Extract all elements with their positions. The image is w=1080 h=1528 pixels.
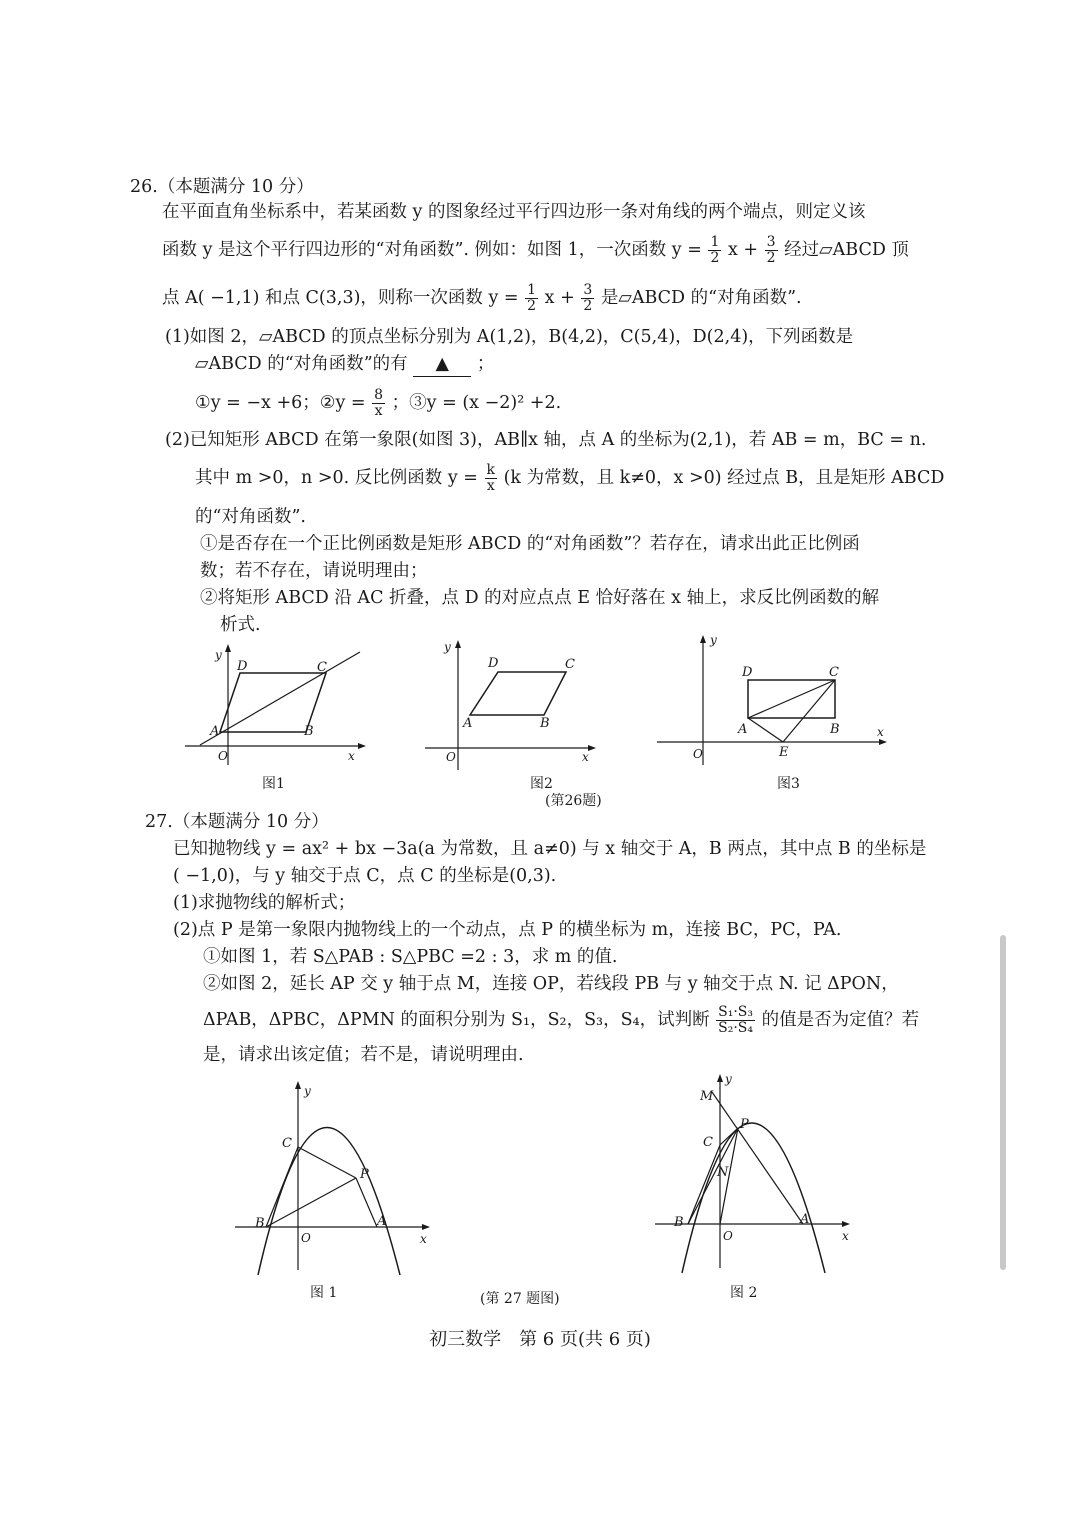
q27-part2: (2)点 P 是第一象限内抛物线上的一个动点，点 P 的横坐标为 m，连接 BC，PC，PA. (173, 920, 842, 940)
vertex-label-c: C (565, 657, 575, 672)
axis-label-x: x (842, 1229, 849, 1243)
figure-caption-3: 图3 (777, 776, 800, 792)
vertical-scrollbar[interactable] (1000, 935, 1006, 1270)
figure-caption-1: 图 1 (310, 1285, 338, 1301)
q27-part1: (1)求抛物线的解析式； (173, 893, 356, 913)
q27-figure-2 (650, 1068, 860, 1303)
axis-label-y: y (215, 648, 222, 662)
q26-sub1-line1: ①是否存在一个正比例函数是矩形 ABCD 的“对角函数”？若存在，请求出此正比例函 (200, 534, 860, 554)
fraction-eight-over-x (372, 388, 385, 419)
point-label-c: C (703, 1135, 713, 1150)
origin-label: O (218, 749, 228, 763)
fraction-numerator: 3 (766, 234, 776, 250)
axis-label-x: x (877, 725, 884, 739)
q26-intro2-a: 函数 y 是这个平行四边形的“对角函数”. 例如：如图 1，一次函数 y = (162, 240, 702, 260)
axis-label-y: y (304, 1084, 311, 1098)
point-label-a: A (800, 1212, 810, 1227)
point-label-m: M (700, 1089, 714, 1104)
q26-sub2-line1: ②将矩形 ABCD 沿 AC 折叠，点 D 的对应点点 E 恰好落在 x 轴上，求反比例函数的解 (200, 588, 880, 608)
page-footer: 初三数学 第 6 页(共 6 页) (429, 1329, 651, 1350)
point-label-n: N (717, 1165, 729, 1180)
q27-header: 27.（本题满分 10 分） (145, 812, 329, 832)
q27-sub2-line1: ②如图 2，延长 AP 交 y 轴于点 M，连接 OP，若线段 PB 与 y 轴交于点 N. 记 ΔPON， (203, 974, 899, 994)
axis-label-x: x (582, 750, 589, 764)
q26-intro2-c: 经过▱ABCD 顶 (784, 240, 909, 260)
point-label-p: P (360, 1167, 369, 1182)
q26-intro-line2 (162, 235, 909, 266)
figure-caption-2: 图 2 (730, 1285, 758, 1301)
q26-part1-line2-b: ； (476, 354, 495, 374)
q26-part2-line2-b: (k 为常数，且 k≠0，x >0) 经过点 B，且是矩形 ABCD (503, 468, 945, 488)
vertex-label-b: B (304, 724, 314, 739)
fraction-three-halves (581, 283, 594, 314)
answer-blank: ▲ (413, 352, 471, 377)
q27-sub2-line3: 是，请求出该定值；若不是，请说明理由. (203, 1045, 524, 1065)
q27-sub2-line2 (203, 1005, 919, 1036)
fraction-one-half (708, 235, 721, 266)
axis-label-x: x (348, 749, 355, 763)
q27-line1: 已知抛物线 y = ax² + bx −3a(a 为常数，且 a≠0) 与 x 轴交于 A，B 两点，其中点 B 的坐标是 (173, 839, 927, 859)
q27-sub2-line2-a: ΔPAB，ΔPBC，ΔPMN 的面积分别为 S₁，S₂，S₃，S₄，试判断 (203, 1010, 710, 1030)
fraction-denominator: x (486, 478, 495, 494)
origin-label: O (301, 1231, 311, 1245)
vertex-label-a: A (463, 716, 473, 731)
q26-header: 26.（本题满分 10 分） (130, 177, 314, 197)
fraction-three-halves (765, 235, 778, 266)
fraction-denominator: 2 (710, 250, 720, 266)
vertex-label-d: D (742, 665, 753, 680)
fraction-denominator: S₂·S₄ (718, 1020, 754, 1036)
fraction-denominator: 2 (527, 298, 537, 314)
figure-group-caption: (第26题) (545, 793, 602, 809)
origin-label: O (693, 747, 703, 761)
fraction-numerator: S₁·S₃ (718, 1004, 754, 1020)
fraction-numerator: 1 (710, 234, 720, 250)
q26-part2-line2 (195, 463, 944, 494)
origin-label: O (723, 1229, 733, 1243)
q26-figure-3 (655, 630, 895, 800)
q26-part1-line2-a: ▱ABCD 的“对角函数”的有 (195, 354, 408, 374)
axis-label-y: y (444, 640, 451, 654)
fraction-numerator: 3 (583, 282, 593, 298)
fraction-k-over-x (485, 463, 497, 494)
q27-figure-group-caption: (第 27 题图) (480, 1291, 560, 1307)
q26-part1-line2 (195, 352, 494, 377)
vertex-label-d: D (488, 656, 499, 671)
q26-part2-line2-a: 其中 m >0，n >0. 反比例函数 y = (195, 468, 478, 488)
vertex-label-c: C (317, 660, 327, 675)
axis-label-y: y (725, 1072, 732, 1086)
point-label-a: A (377, 1214, 387, 1229)
q26-sub1-line2: 数；若不存在，请说明理由； (200, 561, 428, 581)
fraction-one-half (525, 283, 538, 314)
q26-intro-line3 (162, 283, 802, 314)
q26-sub2-line2: 析式. (220, 615, 261, 635)
fraction-area-ratio (716, 1005, 755, 1036)
figure-caption-2: 图2 (530, 776, 553, 792)
vertex-label-a: A (738, 722, 748, 737)
q27-figure-1 (230, 1075, 440, 1310)
fraction-denominator: 2 (583, 298, 593, 314)
q26-option-a: ①y = −x +6；②y = (195, 393, 366, 413)
point-label-e: E (779, 745, 789, 760)
vertex-label-c: C (829, 665, 839, 680)
figure-caption-1: 图1 (262, 776, 285, 792)
q26-intro3-a: 点 A( −1,1) 和点 C(3,3)，则称一次函数 y = (162, 288, 519, 308)
vertex-label-b: B (830, 722, 840, 737)
q27-sub2-line2-b: 的值是否为定值？若 (761, 1010, 920, 1030)
fraction-denominator: 2 (766, 250, 776, 266)
vertex-label-a: A (210, 724, 220, 739)
q27-line2: ( −1,0)，与 y 轴交于点 C，点 C 的坐标是(0,3). (173, 866, 557, 886)
q26-figure-1 (180, 640, 370, 800)
q26-part2-line3: 的“对角函数”. (195, 507, 306, 527)
q26-figure-2 (420, 635, 605, 815)
q26-option-b: ；③y = (x −2)² +2. (391, 393, 562, 413)
q26-intro3-b: x + (544, 288, 575, 308)
q26-intro2-b: x + (727, 240, 759, 260)
q26-intro-line1: 在平面直角坐标系中，若某函数 y 的图象经过平行四边形一条对角线的两个端点，则定义该 (162, 202, 866, 222)
fraction-numerator: k (486, 462, 496, 478)
point-label-c: C (282, 1136, 292, 1151)
origin-label: O (446, 750, 456, 764)
fraction-numerator: 8 (374, 387, 384, 403)
point-label-b: B (255, 1216, 265, 1231)
q26-part1-line1: (1)如图 2，▱ABCD 的顶点坐标分别为 A(1,2)，B(4,2)，C(5,4)，D(2,4)，下列函数是 (165, 327, 854, 347)
q26-part2-line1: (2)已知矩形 ABCD 在第一象限(如图 3)，AB∥x 轴，点 A 的坐标为(2,1)，若 AB = m，BC = n. (165, 430, 927, 450)
vertex-label-d: D (237, 659, 248, 674)
q26-intro3-c: 是▱ABCD 的“对角函数”. (600, 288, 802, 308)
point-label-p: P (740, 1117, 749, 1132)
q27-sub1: ①如图 1，若 S△PAB : S△PBC =2 : 3，求 m 的值. (203, 947, 618, 967)
fraction-denominator: x (374, 403, 383, 419)
fraction-numerator: 1 (527, 282, 537, 298)
axis-label-y: y (710, 633, 717, 647)
vertex-label-b: B (540, 716, 550, 731)
axis-label-x: x (420, 1232, 427, 1246)
q26-part1-options (195, 388, 561, 419)
point-label-b: B (674, 1215, 684, 1230)
